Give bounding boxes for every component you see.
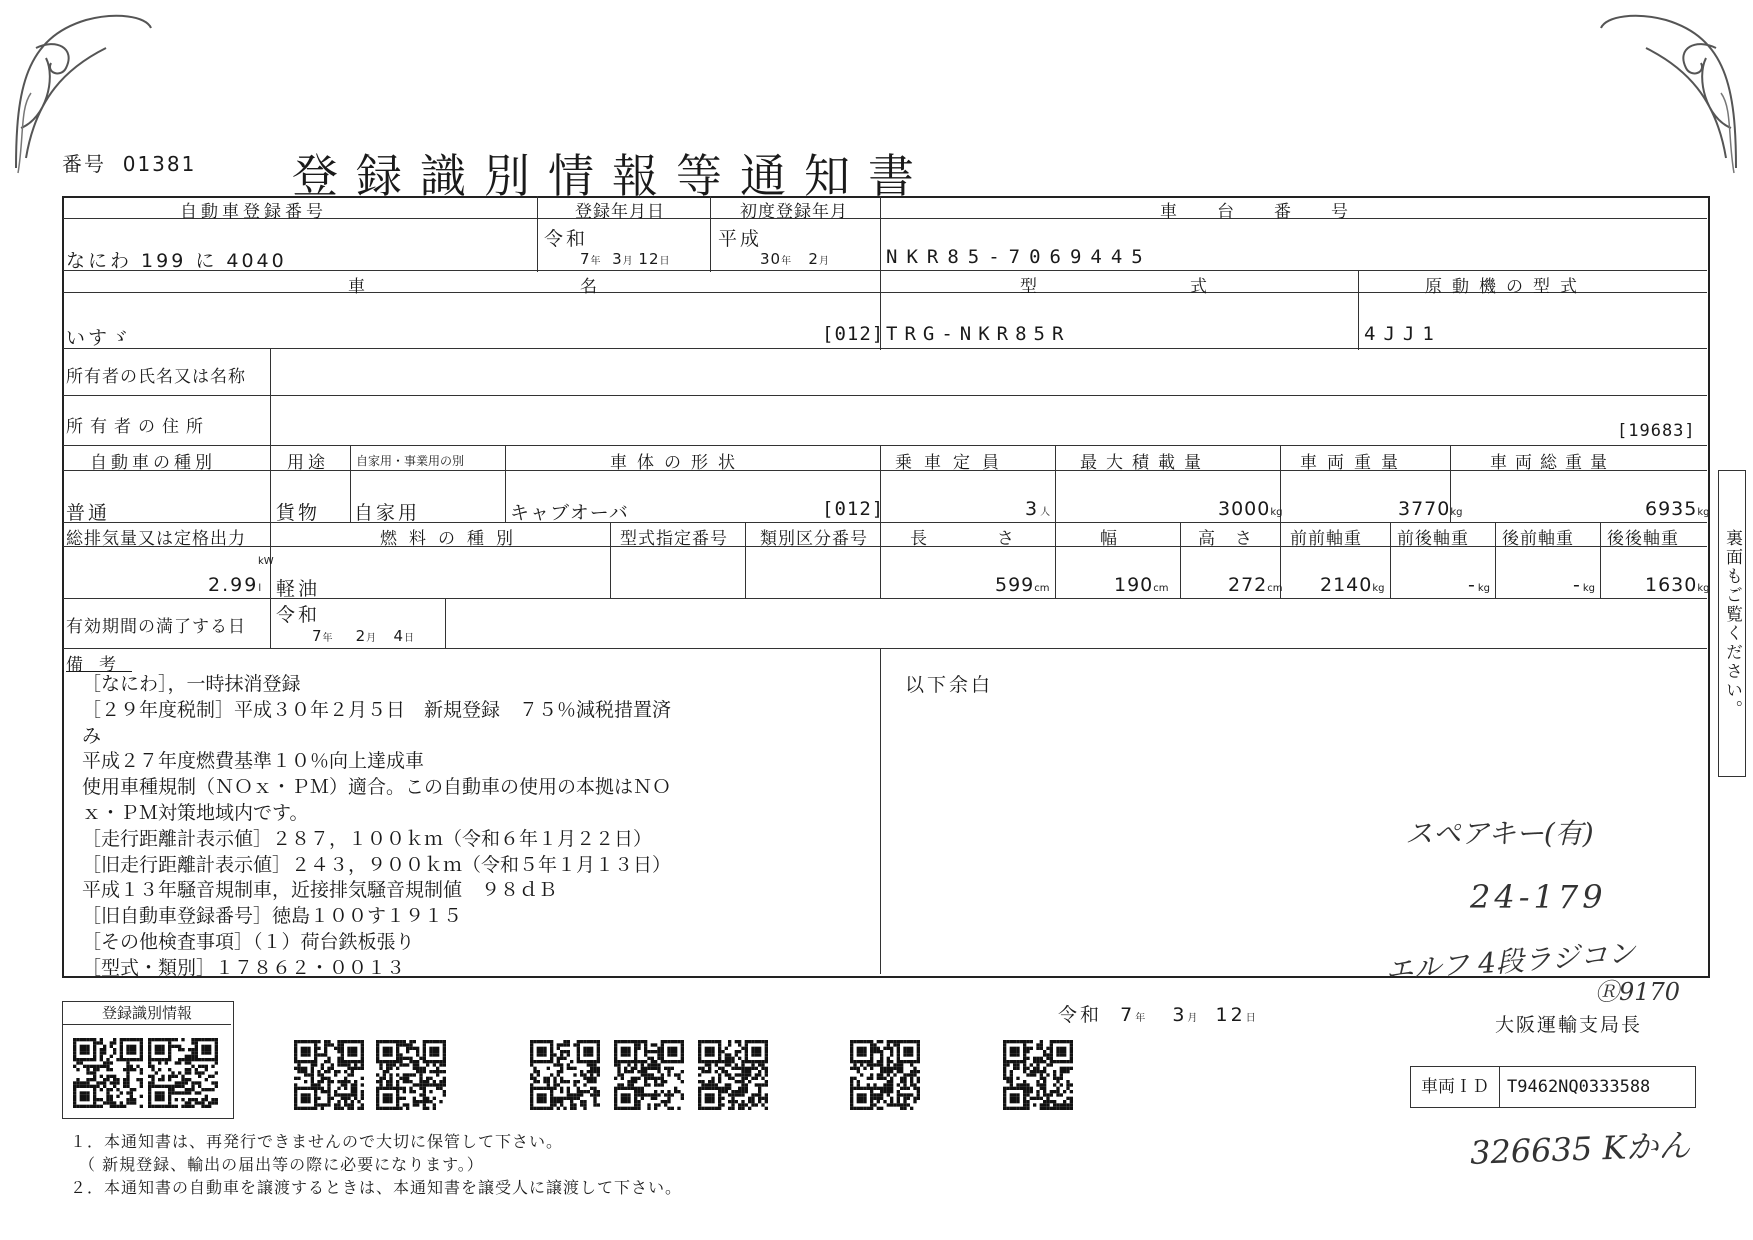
remarks-line: ［旧走行距離計表示値］２４３，９００ｋｍ（令和５年１月１３日） [82, 853, 672, 876]
header-car-name-1: 車 [348, 277, 369, 297]
header-length: 長さ [910, 529, 1084, 549]
remarks-line: ［走行距離計表示値］２８７，１００ｋｍ（令和６年１月２２日） [82, 827, 653, 850]
length-value: 599cm [995, 574, 1050, 596]
header-model-2: 式 [1190, 277, 1211, 297]
body-shape-value: キャブオーバ [510, 502, 629, 524]
qr-code [530, 1040, 600, 1110]
fr-axle-value: -kg [1468, 574, 1490, 596]
qr-code [614, 1040, 684, 1110]
header-rr-axle: 後後軸重 [1607, 529, 1679, 549]
header-use: 用途 [287, 453, 329, 473]
address-code: [19683] [1617, 421, 1696, 441]
header-engine-model: 原動機の型式 [1425, 277, 1587, 297]
vehicle-id-value: T9462NQ0333588 [1507, 1077, 1651, 1097]
header-height: 高さ [1198, 529, 1272, 549]
displacement-unit-kw: kW [258, 556, 274, 567]
header-weight: 車両重量 [1300, 453, 1408, 473]
capacity-value: 3人 [1025, 498, 1051, 520]
weight-value: 3770kg [1398, 498, 1463, 520]
rr-axle-value: 1630kg [1645, 574, 1710, 596]
expiry-era: 令和 [276, 604, 321, 626]
header-reg-no: 自動車登録番号 [180, 202, 327, 222]
qr-label: 登録識別情報 [63, 1002, 231, 1025]
rf-axle-value: -kg [1573, 574, 1595, 596]
note-line: ２．本通知書の自動車を譲渡するときは、本通知書を譲受人に譲渡して下さい。 [70, 1178, 683, 1197]
header-owner-name: 所有者の氏名又は名称 [66, 367, 246, 387]
engine-model-value: 4JJ1 [1364, 323, 1442, 345]
qr-code [698, 1040, 768, 1110]
header-expiry: 有効期間の満了する日 [66, 617, 246, 637]
remarks-list [82, 672, 882, 982]
use-value: 貨物 [276, 502, 321, 524]
expiry-date: 7年 2月 4日 [312, 627, 415, 645]
fuel-value: 軽油 [276, 578, 321, 600]
header-private-business: 自家用・事業用の別 [356, 454, 465, 468]
reg-date-value: 7年 3月 12日 [580, 250, 670, 268]
ornament-corner-right [1596, 8, 1746, 178]
model-value: TRG-NKR85R [886, 323, 1071, 345]
serial-label: 番号 [62, 152, 106, 176]
vehicle-id-box [1410, 1066, 1696, 1108]
handwritten-mileage: 326635 Kかん [1469, 1126, 1691, 1172]
header-max-load: 最大積載量 [1080, 453, 1210, 473]
handwritten-stamp: Ⓡ9170 [1595, 978, 1681, 1006]
header-width: 幅 [1100, 529, 1121, 549]
header-body-shape: 車体の形状 [610, 453, 745, 473]
width-value: 190cm [1114, 574, 1169, 596]
serial-number: 01381 [122, 152, 197, 176]
serial [62, 148, 196, 177]
remarks-line: ［型式・類別］１７８６２・００１３ [82, 956, 406, 979]
document-title: 登録識別情報等通知書 [292, 149, 932, 203]
displacement-value: 2.99l [208, 574, 262, 596]
ff-axle-value: 2140kg [1320, 574, 1385, 596]
header-displacement: 総排気量又は定格出力 [66, 529, 246, 549]
footer-notes [70, 1130, 682, 1199]
remarks-line: 使用車種規制（ＮＯｘ・ＰＭ）適合。この自動車の使用の本拠はＮＯ [82, 776, 672, 799]
qr-code [1003, 1040, 1073, 1110]
header-fuel: 燃料の種別 [380, 529, 525, 549]
max-load-value: 3000kg [1218, 498, 1283, 520]
reg-date-era: 令和 [544, 228, 589, 250]
first-reg-era: 平成 [718, 228, 763, 250]
qr-code [148, 1038, 218, 1108]
height-value: 272cm [1228, 574, 1283, 596]
header-chassis-no: 車台番号 [1160, 202, 1388, 222]
header-first-reg: 初度登録年月 [740, 202, 848, 222]
chassis-no-value: NKR85-7069445 [886, 246, 1152, 268]
header-category-no: 類別区分番号 [760, 529, 868, 549]
note-line: （ 新規登録、輸出の届出等の際に必要になります。） [70, 1155, 484, 1174]
header-type-designation: 型式指定番号 [620, 529, 728, 549]
remarks-line: 平成２７年度燃費基準１０％向上達成車 [82, 750, 425, 773]
qr-code [376, 1040, 446, 1110]
header-fr-axle: 前後軸重 [1397, 529, 1469, 549]
qr-code [73, 1038, 143, 1108]
remarks-line: ［なにわ］，一時抹消登録 [82, 673, 301, 695]
car-name-value: いすゞ [66, 327, 133, 349]
header-capacity: 乗車定員 [895, 453, 1011, 473]
private-business-value: 自家用 [354, 502, 421, 524]
qr-code [850, 1040, 920, 1110]
remarks-line: ｘ・ＰＭ対策地域内です。 [82, 801, 309, 824]
car-name-code: [012] [822, 323, 885, 345]
gross-weight-value: 6935kg [1645, 498, 1710, 520]
header-model-1: 型 [1020, 277, 1041, 297]
first-reg-value: 30年 2月 [760, 250, 829, 268]
vehicle-kind-value: 普通 [66, 502, 111, 524]
remarks-line: ［その他検査事項］（１）荷台鉄板張り [82, 930, 415, 953]
handwritten-note: エルフ 4段ラジコン [1384, 936, 1637, 987]
remarks-line: ［旧自動車登録番号］徳島１００す１９１５ [82, 905, 463, 928]
reg-no-value: なにわ 199 に 4040 [66, 250, 287, 272]
body-shape-code: [012] [822, 498, 885, 520]
side-note: 裏面もご覧ください。 [1718, 470, 1746, 777]
handwritten-spare-key: スペアキー(有) [1405, 817, 1594, 850]
handwritten-code: 24-179 [1470, 878, 1607, 916]
header-rf-axle: 後前軸重 [1502, 529, 1574, 549]
header-reg-date: 登録年月日 [575, 202, 665, 222]
header-car-name-2: 名 [580, 277, 601, 297]
remarks-line: み [82, 724, 102, 747]
remarks-line: ［２９年度税制］平成３０年２月５日 新規登録 ７５％減税措置済 [82, 698, 672, 721]
header-vehicle-kind: 自動車の種別 [90, 453, 216, 473]
qr-code [294, 1040, 364, 1110]
issuing-authority: 大阪運輸支局長 [1495, 1014, 1643, 1036]
header-remarks: 備考 [66, 655, 132, 675]
header-ff-axle: 前前軸重 [1290, 529, 1362, 549]
header-owner-address: 所有者の住所 [66, 417, 210, 437]
remarks-right: 以下余白 [905, 674, 994, 696]
issue-date: 令和 7年 3月 12日 [1058, 1004, 1256, 1026]
note-line: １．本通知書は、再発行できませんので大切に保管して下さい。 [70, 1132, 564, 1151]
header-gross-weight: 車両総重量 [1490, 453, 1615, 473]
remarks-line: 平成１３年騒音規制車，近接排気騒音規制値 ９８ｄＢ [82, 879, 558, 902]
vehicle-id-label: 車両ＩＤ [1411, 1067, 1500, 1107]
